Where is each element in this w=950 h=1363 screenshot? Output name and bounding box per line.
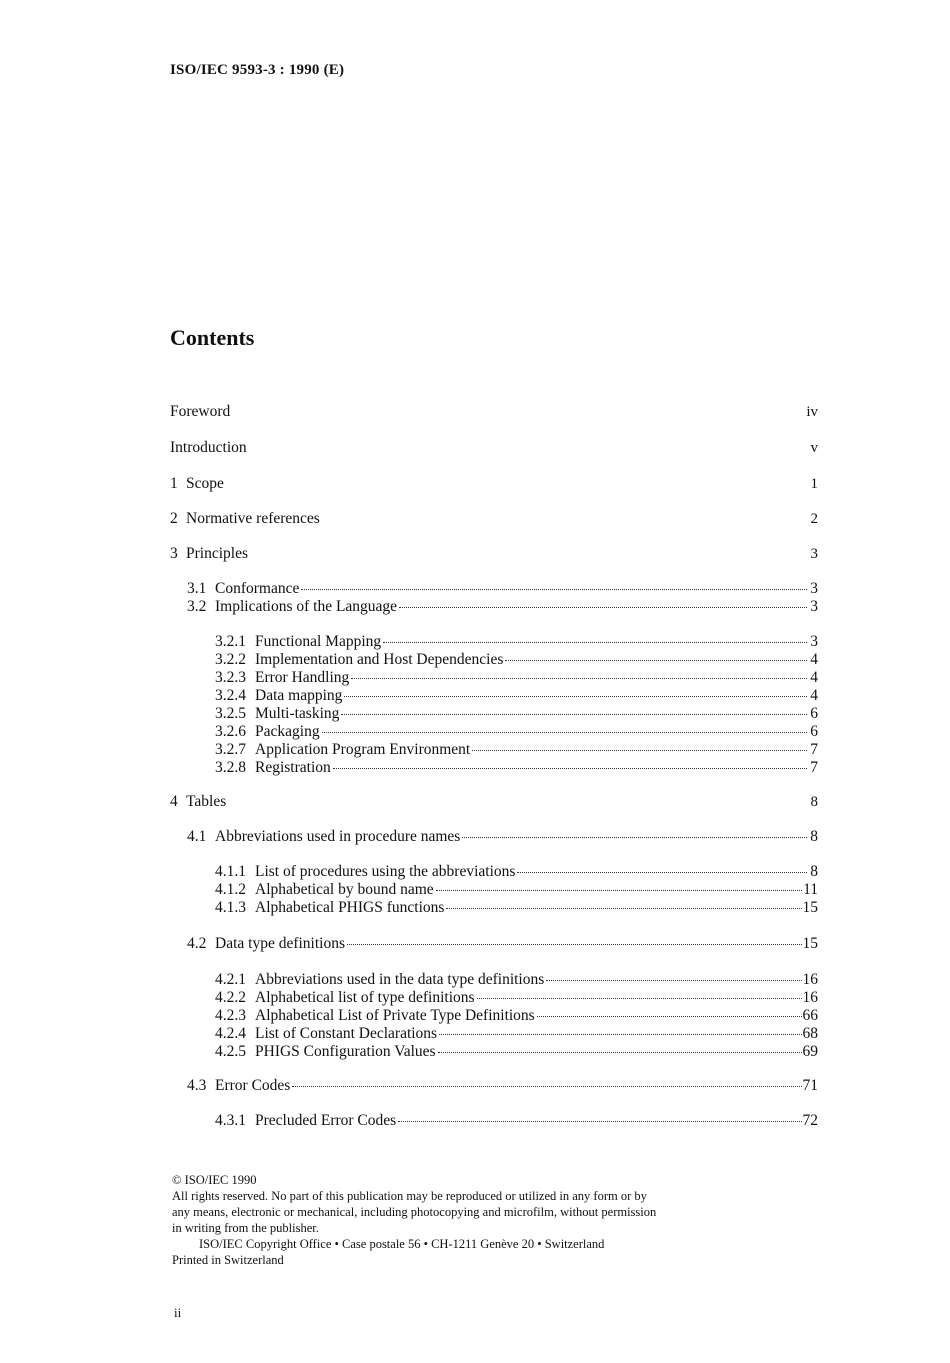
toc-entry-page: iv	[806, 404, 818, 420]
toc-dot-leader	[537, 1016, 802, 1017]
toc-entry-number: 3.2.3	[215, 669, 246, 686]
toc-entry-page: 72	[802, 1112, 818, 1129]
toc-entry-number: 4.2	[187, 935, 207, 952]
toc-entry[interactable]	[170, 545, 818, 563]
toc-entry-label: Error Codes	[215, 1077, 291, 1094]
toc-entry-number: 3.1	[187, 580, 207, 597]
toc-entry-label: Abbreviations used in the data type definitions	[255, 971, 545, 988]
toc-entry-label: Implications of the Language	[215, 598, 398, 615]
toc-entry-number: 3.2.4	[215, 687, 246, 704]
toc-dot-leader	[462, 837, 807, 838]
toc-dot-leader	[383, 642, 807, 643]
toc-dot-leader	[446, 908, 801, 909]
toc-entry-number: 4.1.1	[215, 863, 246, 880]
toc-entry-label: Data type definitions	[215, 935, 345, 952]
rights-line-2: any means, electronic or mechanical, including photocopying and microfilm, without permission	[172, 1205, 657, 1219]
toc-entry[interactable]	[170, 723, 818, 741]
toc-entry-page: 68	[802, 1025, 818, 1042]
toc-entry-label: Packaging	[255, 723, 320, 740]
toc-entry-label: Introduction	[170, 439, 247, 456]
toc-entry[interactable]	[170, 687, 818, 705]
toc-dot-leader	[546, 980, 801, 981]
toc-entry[interactable]	[170, 881, 818, 899]
toc-dot-leader	[436, 890, 802, 891]
toc-entry-label: Scope	[186, 475, 224, 492]
toc-entry-page: 3	[810, 633, 818, 650]
toc-entry-page: 15	[802, 935, 818, 952]
toc-entry-number: 4.2.4	[215, 1025, 246, 1042]
toc-entry[interactable]	[170, 989, 818, 1007]
toc-entry-page: 66	[802, 1007, 818, 1024]
toc-entry[interactable]	[170, 475, 818, 493]
toc-entry-number: 4.1	[187, 828, 207, 845]
toc-entry-number: 3.2	[187, 598, 207, 615]
toc-entry-number: 4.3.1	[215, 1112, 246, 1129]
toc-entry-page: 6	[810, 705, 818, 722]
toc-dot-leader	[344, 696, 807, 697]
toc-entry-page: 3	[810, 546, 818, 562]
toc-entry[interactable]	[170, 1043, 818, 1061]
toc-entry[interactable]	[170, 1112, 818, 1130]
toc-dot-leader	[351, 678, 807, 679]
rights-line-1: All rights reserved. No part of this publication may be reproduced or utilized in any form or by	[172, 1189, 647, 1203]
toc-entry-number: 1	[170, 475, 178, 492]
toc-entry-number: 4.1.2	[215, 881, 246, 898]
toc-entry-label: Conformance	[215, 580, 300, 597]
toc-entry-label: Alphabetical List of Private Type Definitions	[255, 1007, 535, 1024]
toc-dot-leader	[517, 872, 807, 873]
toc-entry[interactable]	[170, 1025, 818, 1043]
toc-entry-page: v	[810, 440, 818, 456]
toc-entry-label: Precluded Error Codes	[255, 1112, 397, 1129]
toc-entry-page: 7	[810, 759, 818, 776]
toc-entry[interactable]	[170, 633, 818, 651]
toc-entry-number: 4	[170, 793, 178, 810]
toc-entry-number: 3.2.6	[215, 723, 246, 740]
document-header: ISO/IEC 9593-3 : 1990 (E)	[170, 62, 345, 78]
toc-entry-page: 7	[810, 741, 818, 758]
toc-entry[interactable]	[170, 793, 818, 811]
toc-entry-number: 3.2.5	[215, 705, 246, 722]
toc-entry-number: 2	[170, 510, 178, 527]
toc-entry-number: 4.2.1	[215, 971, 246, 988]
toc-entry-number: 3.2.8	[215, 759, 246, 776]
toc-entry-number: 4.2.3	[215, 1007, 246, 1024]
toc-dot-leader	[322, 732, 807, 733]
toc-entry-label: List of Constant Declarations	[255, 1025, 438, 1042]
toc-entry[interactable]	[170, 741, 818, 759]
toc-entry-number: 4.1.3	[215, 899, 246, 916]
toc-entry[interactable]	[170, 439, 818, 457]
toc-entry-page: 1	[810, 476, 818, 492]
toc-entry-number: 3.2.7	[215, 741, 246, 758]
copyright-line: © ISO/IEC 1990	[172, 1173, 257, 1187]
toc-entry-number: 4.3	[187, 1077, 207, 1094]
toc-entry-label: Alphabetical PHIGS functions	[255, 899, 445, 916]
toc-entry-label: Principles	[186, 545, 248, 562]
toc-dot-leader	[439, 1034, 801, 1035]
toc-entry-page: 8	[810, 863, 818, 880]
toc-entry-page: 4	[810, 651, 818, 668]
contents-title: Contents	[170, 325, 255, 350]
toc-dot-leader	[292, 1086, 801, 1087]
toc-entry[interactable]	[170, 510, 818, 528]
toc-dot-leader	[477, 998, 802, 999]
toc-entry[interactable]	[170, 828, 818, 846]
toc-dot-leader	[398, 1121, 801, 1122]
toc-entry-label: Functional Mapping	[255, 633, 382, 650]
toc-entry-label: Alphabetical list of type definitions	[255, 989, 475, 1006]
toc-entry-page: 11	[803, 881, 818, 898]
toc-entry[interactable]	[170, 669, 818, 687]
toc-entry[interactable]	[170, 971, 818, 989]
toc-entry-page: 4	[810, 687, 818, 704]
toc-entry-label: Alphabetical by bound name	[255, 881, 434, 898]
toc-entry-page: 6	[810, 723, 818, 740]
toc-dot-leader	[399, 607, 807, 608]
copyright-footer	[172, 1172, 656, 1268]
toc-entry-label: Data mapping	[255, 687, 343, 704]
toc-entry[interactable]	[170, 403, 818, 421]
copyright-office: ISO/IEC Copyright Office • Case postale 56 • CH-1211 Genève 20 • Switzerland	[199, 1237, 605, 1251]
toc-entry-page: 3	[810, 580, 818, 597]
toc-entry-number: 3.2.2	[215, 651, 246, 668]
toc-entry-page: 8	[810, 828, 818, 845]
toc-entry[interactable]	[170, 705, 818, 723]
toc-entry[interactable]	[170, 759, 818, 777]
toc-entry-page: 16	[802, 989, 818, 1006]
toc-dot-leader	[438, 1052, 802, 1053]
toc-entry-page: 69	[802, 1043, 818, 1060]
toc-dot-leader	[301, 589, 807, 590]
printed-in: Printed in Switzerland	[172, 1253, 284, 1267]
toc-entry-page: 8	[810, 794, 818, 810]
toc-entry-number: 3.2.1	[215, 633, 246, 650]
toc-dot-leader	[505, 660, 807, 661]
toc-entry-label: Multi-tasking	[255, 705, 340, 722]
toc-entry[interactable]	[170, 1077, 818, 1095]
toc-entry-label: Application Program Environment	[255, 741, 471, 758]
toc-entry-label: Abbreviations used in procedure names	[215, 828, 461, 845]
rights-line-3: in writing from the publisher.	[172, 1221, 319, 1235]
toc-entry[interactable]	[170, 1007, 818, 1025]
toc-entry-label: Foreword	[170, 403, 231, 420]
toc-dot-leader	[333, 768, 807, 769]
toc-entry-page: 4	[810, 669, 818, 686]
toc-entry-number: 4.2.2	[215, 989, 246, 1006]
toc-entry-number: 3	[170, 545, 178, 562]
toc-entry-label: PHIGS Configuration Values	[255, 1043, 436, 1060]
toc-entry[interactable]	[170, 598, 818, 616]
toc-entry[interactable]	[170, 863, 818, 881]
toc-entry-label: List of procedures using the abbreviations	[255, 863, 516, 880]
toc-entry[interactable]	[170, 899, 818, 917]
toc-entry-label: Error Handling	[255, 669, 350, 686]
toc-entry-page: 3	[810, 598, 818, 615]
page-number: ii	[174, 1305, 182, 1320]
toc-entry-page: 16	[802, 971, 818, 988]
toc-entry[interactable]	[170, 935, 818, 953]
toc-entry-label: Implementation and Host Dependencies	[255, 651, 504, 668]
toc-entry-label: Registration	[255, 759, 331, 776]
toc-dot-leader	[341, 714, 807, 715]
toc-entry-page: 15	[802, 899, 818, 916]
toc-entry-page: 2	[810, 511, 818, 527]
toc-entry-label: Tables	[186, 793, 227, 810]
toc-dot-leader	[347, 944, 802, 945]
toc-entry-page: 71	[802, 1077, 818, 1094]
toc-entry-label: Normative references	[186, 510, 320, 527]
toc-entry[interactable]	[170, 651, 818, 669]
toc-entry-number: 4.2.5	[215, 1043, 246, 1060]
toc-entry[interactable]	[170, 580, 818, 598]
toc-dot-leader	[472, 750, 807, 751]
